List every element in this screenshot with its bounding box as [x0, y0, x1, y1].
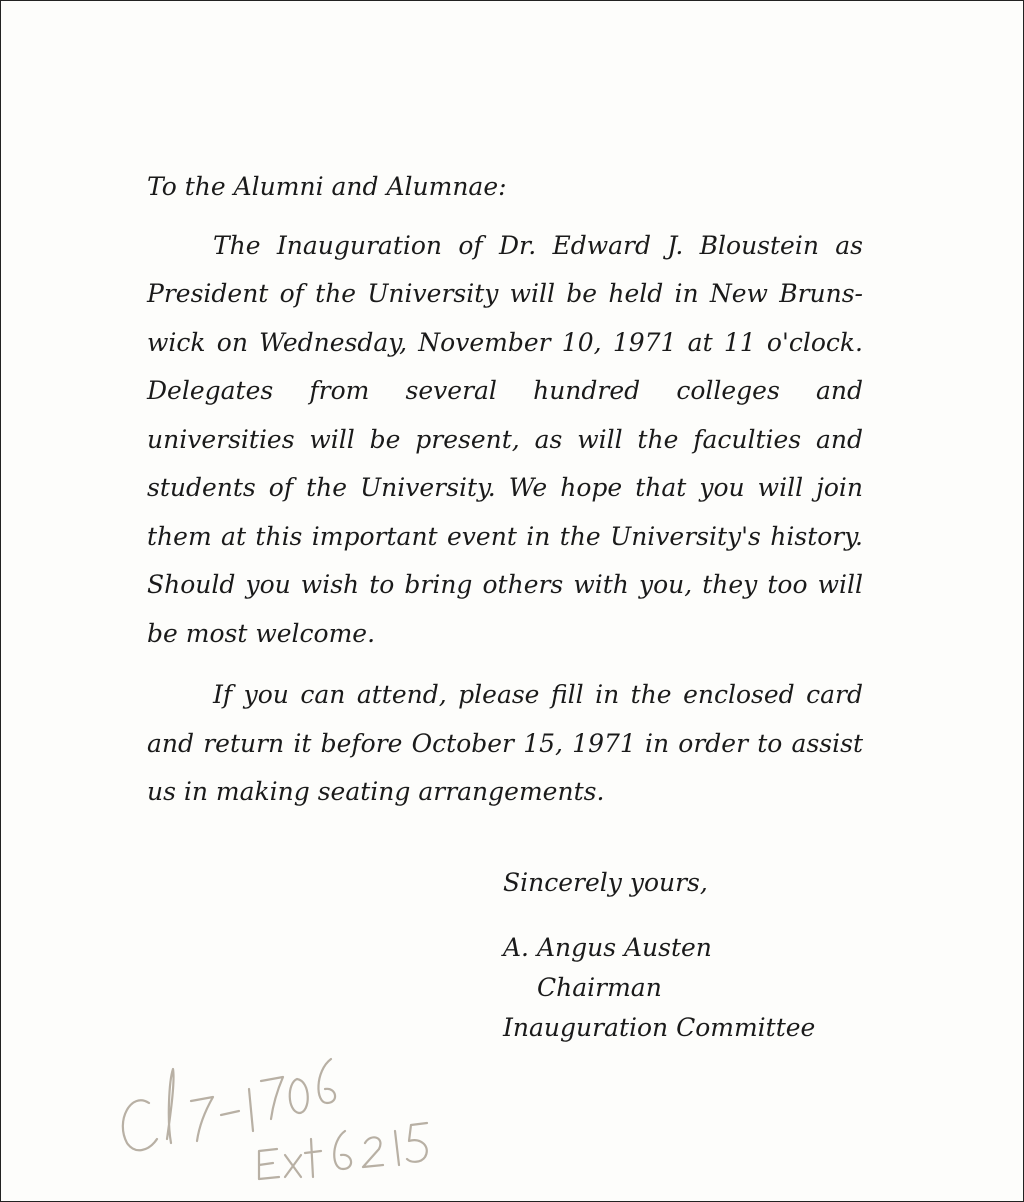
signer-organization: Inauguration Committee [503, 1013, 816, 1042]
signer-name: A. Angus Austen [503, 933, 712, 962]
paragraph-inauguration: The Inauguration of Dr. Edward J. Bloustein as President of the University will be held in New Bruns- wick on Wednesday, November 10, 1971 at 11 o'clock. Delegates from several hundred colleges and universities will be present, as will the faculties and students of the University. We hope that you will join them at this important event in the University's history. Should you wish to bring others with you, they too will be most welcome. [147, 230, 863, 648]
signer-title: Chairman [537, 973, 662, 1002]
handwritten-pencil-note [109, 1031, 449, 1191]
closing-phrase: Sincerely yours, [503, 868, 708, 897]
letter-body [147, 163, 863, 817]
salutation: To the Alumni and Alumnae: [147, 172, 507, 201]
paragraph-rsvp: If you can attend, please fill in the enclosed card and return it before October 15, 1971 in order to assist us in making seating arrangements. [147, 680, 863, 806]
signature-block [503, 863, 815, 1048]
